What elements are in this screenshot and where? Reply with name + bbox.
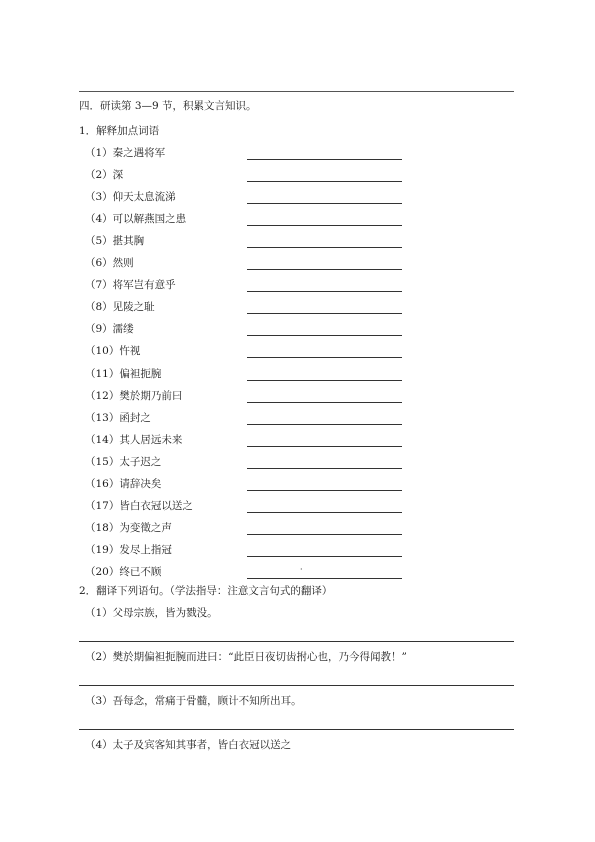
vocab-item-label: （15）太子迟之 [85,455,162,468]
vocab-item [79,234,409,256]
vocab-item [79,168,409,190]
vocab-item-label: （16）请辞决矣 [85,477,162,490]
vocab-item [79,411,409,433]
vocab-item-label: （6）然则 [85,257,134,270]
vocab-item [79,190,409,212]
vocab-item-label: （2）深 [85,169,124,182]
vocab-answer-blank[interactable] [247,225,402,226]
vocab-item-label: （14）其人居远未来 [85,433,183,446]
vocab-item-label: （13）函封之 [85,411,151,424]
vocab-item-label: （18）为变徵之声 [85,521,172,534]
vocab-answer-blank[interactable] [247,490,402,491]
vocab-item-label: （12）樊於期乃前曰 [85,389,183,402]
vocab-item-label: （3）仰天太息流涕 [85,191,176,204]
vocab-answer-blank[interactable] [247,335,402,336]
vocab-item [79,344,409,366]
vocab-item [79,433,409,455]
vocab-answer-blank[interactable] [247,291,402,292]
vocab-item [79,300,409,322]
vocab-item [79,212,409,234]
vocab-answer-blank[interactable] [247,159,402,160]
vocab-answer-blank[interactable] [247,578,402,579]
vocab-answer-blank[interactable] [247,380,402,381]
translation-sentence: （4）太子及宾客知其事者，皆白衣冠以送之 [85,739,292,751]
vocab-answer-blank[interactable] [247,424,402,425]
vocab-answer-blank[interactable] [247,181,402,182]
vocab-item-label: （7）将军岂有意乎 [85,279,176,292]
part1-title: 1．解释加点词语 [79,125,160,137]
vocab-item [79,499,409,521]
vocab-item [79,322,409,344]
translation-answer-line[interactable] [79,729,514,730]
vocab-item [79,146,409,168]
vocab-item [79,455,409,477]
translation-sentence: （2）樊於期偏袒扼腕而进曰：“此臣日夜切齿拊心也，乃今得闻教！” [85,651,407,663]
vocab-answer-blank[interactable] [247,313,402,314]
translation-item [79,694,514,734]
vocab-answer-blank[interactable] [247,468,402,469]
translation-item [79,738,514,778]
vocab-answer-blank[interactable] [247,357,402,358]
vocab-answer-blank[interactable] [247,556,402,557]
vocab-item-label: （19）发尽上指冠 [85,543,172,556]
vocab-item [79,477,409,499]
part2-title: 2．翻译下列语句。（学法指导：注意文言句式的翻译） [79,585,333,597]
vocab-answer-blank[interactable] [247,203,402,204]
vocab-item-label: （10）忤视 [85,345,141,358]
translation-sentence: （1）父母宗族，皆为戮没。 [85,607,218,619]
translation-answer-line[interactable] [79,641,514,642]
vocab-answer-blank[interactable] [247,512,402,513]
vocab-item-label: （8）见陵之耻 [85,301,155,314]
vocab-item-label: （11）偏袒扼腕 [85,367,162,380]
vocab-item [79,389,409,411]
translation-item [79,650,514,690]
vocab-item [79,543,409,565]
vocab-answer-blank[interactable] [247,446,402,447]
vocab-item-label: （4）可以解燕国之患 [85,213,187,226]
top-divider [79,91,514,92]
vocab-answer-blank[interactable] [247,402,402,403]
translation-item [79,606,514,646]
vocab-answer-blank[interactable] [247,247,402,248]
vocab-item-label: （9）濡缕 [85,323,134,336]
vocab-item-label: （5）揕其胸 [85,235,145,248]
section-heading: 四．研读第 3—9 节，积累文言知识。 [79,100,257,112]
vocab-item-label: （17）皆白衣冠以送之 [85,499,193,512]
vocab-item [79,367,409,389]
vocab-item [79,278,409,300]
vocab-item-label: （20）终已不顾 [85,565,162,578]
vocab-item [79,256,409,278]
vocab-answer-blank[interactable] [247,534,402,535]
translation-answer-line[interactable] [79,685,514,686]
vocab-answer-blank[interactable] [247,269,402,270]
stray-dot: · [300,565,303,574]
vocab-item-label: （1）秦之遇将军 [85,147,166,159]
vocab-item [79,521,409,543]
translation-sentence: （3）吾每念，常痛于骨髓，顾计不知所出耳。 [85,695,302,707]
